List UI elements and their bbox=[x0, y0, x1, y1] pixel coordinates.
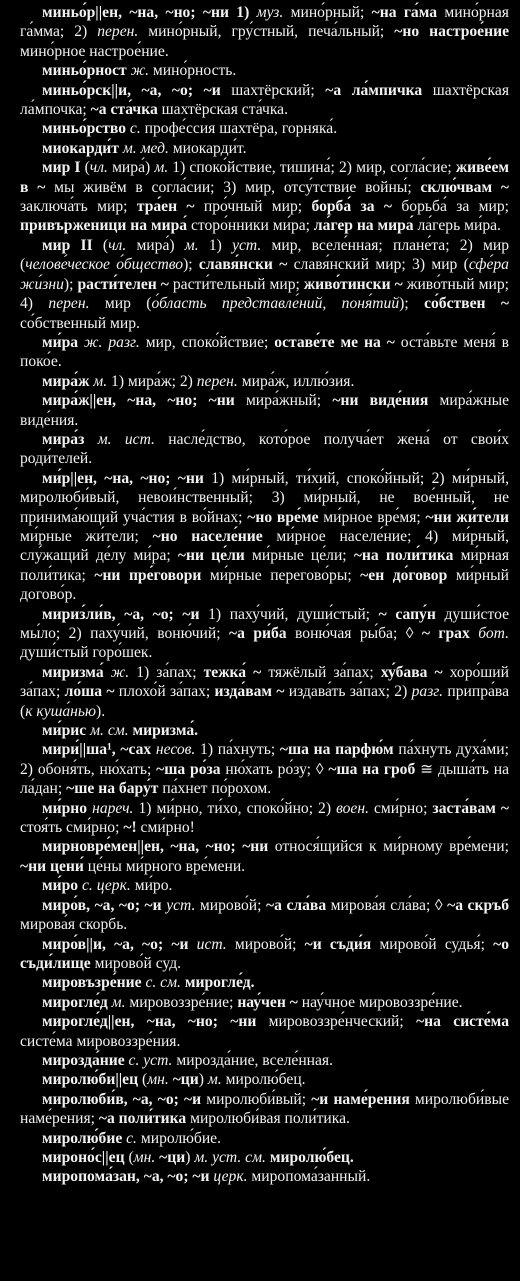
headword: мирновре́мен||ен, bbox=[42, 838, 171, 856]
translation-text: ); bbox=[63, 275, 78, 293]
bold-phrase: ~а ста́чка bbox=[90, 101, 162, 119]
translation-text: систе́ма мировоззре́ния. bbox=[20, 1032, 181, 1050]
dictionary-entry bbox=[20, 721, 509, 740]
dictionary-entry bbox=[20, 469, 509, 605]
bold-phrase: ~ни жи́тели bbox=[425, 508, 509, 526]
translation-text: сми́рно; bbox=[374, 799, 433, 817]
headword: миро́в||и, bbox=[42, 935, 115, 953]
translation-text: мино́рный, гру́стный, печа́льный; bbox=[148, 23, 395, 41]
grammar-label: ист. bbox=[196, 935, 235, 953]
dictionary-entry bbox=[20, 333, 509, 372]
translation-text: мира́ж, иллю́зия. bbox=[241, 372, 355, 390]
dictionary-entry bbox=[20, 139, 509, 158]
grammar-label: мн. bbox=[133, 1148, 160, 1166]
grammar-label: с. церк. bbox=[81, 877, 135, 895]
headword: мир II bbox=[42, 236, 103, 254]
translation-text: ми́рное вре́мя; bbox=[323, 508, 426, 526]
translation-text: мирово́й; bbox=[234, 935, 305, 953]
headword: миролюби́в, bbox=[42, 1090, 133, 1108]
dictionary-entry bbox=[20, 81, 509, 120]
headword: миризма́ bbox=[42, 663, 111, 681]
bold-phrase: ~а, ~о; ~и bbox=[132, 1090, 207, 1108]
headword: мира́ж bbox=[42, 372, 94, 390]
translation-text: ) bbox=[185, 1148, 195, 1166]
headword: миньо́рност bbox=[42, 62, 131, 80]
translation-text: миролю́бец. bbox=[225, 1071, 306, 1089]
bold-phrase: ~а, ~о; ~и bbox=[124, 605, 209, 623]
translation-text: 1) ми́рно, ти́хо, споко́йно; 2) bbox=[138, 799, 337, 817]
dictionary-entry bbox=[20, 799, 509, 838]
grammar-label: м. уст. см. bbox=[194, 1148, 270, 1166]
translation-text: стоя́ть сми́рно; bbox=[20, 819, 124, 837]
translation-text: мирово́й; bbox=[199, 896, 266, 914]
bold-phrase: нау́чен ~ bbox=[237, 993, 302, 1011]
headword: мировъзре́ние bbox=[42, 974, 146, 992]
grammar-label: ж. bbox=[130, 62, 153, 80]
bold-phrase: ~ци bbox=[172, 1071, 199, 1089]
translation-text: сторо́нники ми́ра; bbox=[190, 217, 314, 235]
translation-text: про́чный мир; bbox=[203, 198, 312, 216]
translation-text: ( bbox=[142, 1071, 148, 1089]
translation-text: 1) ми́рный, ти́хий, споко́йный; 2) ми́рный, миролюби́вый, невои́нственный; 3) ми́рный, не вое́нный, не принима́ющий уча́стия в во́йнах; bbox=[20, 469, 509, 526]
grammar-label: с. bbox=[129, 120, 145, 138]
dictionary-entry bbox=[20, 993, 509, 1012]
bold-phrase: ~а ла́мпичка bbox=[325, 81, 433, 99]
translation-text: 1) паху́чий, души́стый; bbox=[208, 605, 379, 623]
bold-phrase: ~на систе́ма bbox=[416, 1013, 509, 1031]
bold-phrase: живо́тински ~ bbox=[303, 275, 407, 293]
bold-phrase: ~а сла́ва bbox=[266, 896, 331, 914]
bold-phrase: ла́гер на мира́ bbox=[313, 217, 418, 235]
bold-phrase: ~но настрое́ние bbox=[394, 23, 509, 41]
translation-text: припра́ва ( bbox=[20, 683, 509, 720]
translation-text: ). bbox=[96, 702, 106, 720]
translation-text: воню́чая ры́ба; bbox=[295, 625, 406, 642]
bold-phrase: ~ни виде́ния bbox=[332, 392, 440, 410]
translation-text: миокарди́т. bbox=[172, 139, 247, 157]
grammar-label: сфе́ра жи́зни bbox=[20, 256, 509, 293]
bold-phrase: ~а поли́тика bbox=[98, 1110, 191, 1128]
grammar-label: ж. bbox=[110, 663, 137, 681]
dictionary-entry bbox=[20, 236, 509, 333]
bold-phrase: ~ша на парфю́м bbox=[279, 741, 399, 759]
translation-text: це́ны ми́рного вре́мени. bbox=[87, 857, 246, 875]
headword: мира́ж||ен, bbox=[42, 392, 128, 410]
translation-text: миролюби́вый; bbox=[206, 1090, 312, 1108]
headword: миро́в, bbox=[42, 896, 95, 914]
dictionary-entry bbox=[20, 740, 509, 798]
headword: ми́рис bbox=[42, 722, 91, 740]
translation-text: ню́хать ро́зу; bbox=[225, 760, 316, 778]
translation-text: ); bbox=[399, 295, 425, 313]
translation-text: издава́ть за́пах; 2) bbox=[288, 683, 412, 701]
translation-text: ); bbox=[183, 256, 199, 274]
bold-phrase: ~ен до́говор bbox=[360, 566, 456, 584]
translation-text: ( bbox=[102, 236, 109, 254]
grammar-label: с. см. bbox=[145, 974, 185, 992]
translation-text: тяжёлый за́пах; bbox=[268, 663, 381, 681]
grammar-label: м. см. bbox=[90, 722, 133, 740]
grammar-label: бот. bbox=[478, 625, 510, 642]
translation-text: души́стый горо́шек. bbox=[20, 644, 153, 662]
translation-text: мира́) bbox=[112, 159, 155, 177]
dictionary-entry bbox=[20, 1167, 509, 1186]
dictionary-entry bbox=[20, 935, 509, 974]
translation-text: ми́рные це́ли; bbox=[251, 547, 354, 565]
headword: мирогле́д bbox=[42, 993, 112, 1011]
translation-text: ми́рные жи́тели; bbox=[20, 527, 153, 545]
grammar-label: уст. bbox=[232, 236, 272, 254]
translation-text: мирова́я скорбь. bbox=[20, 916, 128, 934]
grammar-label: м. ист. bbox=[97, 430, 169, 448]
bold-phrase: привърженици на мира́ bbox=[20, 217, 191, 235]
bold-phrase: ◊ ~ша на гроб bbox=[315, 760, 421, 778]
translation-text: расти́тельный мир; bbox=[172, 275, 304, 293]
translation-text: 1) споко́йствие, тишина́; 2) мир, согла́сие; bbox=[172, 159, 456, 177]
dictionary-entry bbox=[20, 61, 509, 80]
grammar-label: нареч. bbox=[92, 799, 139, 817]
bold-phrase: живе́ем в ~ bbox=[20, 159, 510, 196]
headword: ми́р||ен, bbox=[42, 469, 105, 487]
translation-text: ≅ дыша́ть на ла́дан; bbox=[20, 760, 509, 798]
dictionary-entry bbox=[20, 1012, 509, 1051]
grammar-label: воен. bbox=[336, 799, 374, 817]
bold-phrase: ~на, ~но; ~ни 1) bbox=[129, 4, 257, 21]
translation-text: ми́рное населе́ние; 4) ми́рный, слу́жащий де́лу ми́ра; bbox=[20, 527, 509, 565]
translation-text: шахтёрский; bbox=[231, 81, 326, 99]
translation-text: па́хнет по́рохом. bbox=[162, 780, 272, 798]
translation-text: миролюби́вая поли́тика. bbox=[190, 1110, 350, 1128]
translation-text: мир, споко́йствие; bbox=[145, 333, 275, 351]
translation-text: ми́рные перегово́ры; bbox=[209, 566, 361, 584]
bold-phrase: ~и съди́я bbox=[304, 935, 380, 953]
dictionary-entry bbox=[20, 119, 509, 138]
dictionary-entry bbox=[20, 1148, 509, 1167]
grammar-label: несов. bbox=[155, 741, 201, 759]
translation-text: миролю́бие. bbox=[140, 1129, 221, 1147]
bold-phrase: ~а, ~о; ~и bbox=[141, 81, 232, 99]
translation-text: мира́жные виде́ния. bbox=[20, 392, 509, 429]
translation-text: мино́рность. bbox=[152, 62, 237, 80]
translation-text: мирозда́ние, вселе́нная. bbox=[176, 1051, 333, 1069]
translation-text: души́стое мы́ло; 2) паху́чий, воню́чий; bbox=[20, 605, 509, 642]
headword: мироно́с||ец bbox=[42, 1148, 129, 1166]
translation-text: ла́герь ми́ра. bbox=[417, 217, 501, 235]
bold-phrase: ~на, ~но; ~ни bbox=[104, 469, 212, 487]
translation-text: заключа́ть мир; bbox=[20, 198, 137, 216]
grammar-label: ж. разг. bbox=[84, 333, 146, 351]
dictionary-entry bbox=[20, 896, 509, 935]
grammar-label: м. bbox=[154, 159, 173, 177]
bold-phrase: ~на, ~но; ~ни bbox=[170, 838, 275, 856]
dictionary-entry bbox=[20, 605, 509, 663]
grammar-label: чл. bbox=[108, 236, 137, 254]
translation-text: мира́) bbox=[136, 236, 185, 254]
translation-text: сми́рно! bbox=[140, 819, 195, 837]
bold-phrase: ~ше на бару́т bbox=[66, 780, 163, 798]
grammar-label: м. bbox=[184, 236, 209, 254]
bold-phrase: со́бствен ~ bbox=[424, 295, 509, 313]
translation-text: мирово́й судья́; bbox=[379, 935, 494, 953]
bold-phrase: тра́ен ~ bbox=[136, 198, 204, 216]
grammar-label: церк. bbox=[213, 1168, 252, 1186]
headword: ми́рно bbox=[42, 799, 93, 817]
dictionary-entry bbox=[20, 3, 509, 61]
translation-text: миролюби́вые наме́рения; bbox=[20, 1090, 509, 1128]
dictionary-entry bbox=[20, 1090, 509, 1129]
headword: миньо́рск||и, bbox=[42, 81, 142, 99]
headword: ми́ра bbox=[42, 333, 85, 351]
grammar-label: м. мед. bbox=[122, 139, 173, 157]
translation-text: борьба́ за мир; bbox=[401, 198, 509, 216]
translation-text: мино́рная га́мма; 2) bbox=[20, 4, 509, 41]
translation-text: ми́ро. bbox=[134, 877, 173, 895]
dictionary-entry bbox=[20, 1051, 509, 1070]
translation-text: па́хнуть духа́ми; 2) обоня́ть, ню́хать; bbox=[20, 741, 509, 778]
bold-phrase: ~а, ~о; ~и bbox=[94, 896, 167, 914]
bold-phrase: ~ни пре́говори bbox=[94, 566, 210, 584]
grammar-label: перен. bbox=[196, 372, 242, 390]
translation-text: ми́рный догово́р. bbox=[20, 566, 509, 604]
bold-phrase: миризма́. bbox=[132, 722, 199, 740]
bold-phrase: миролю́бец. bbox=[269, 1148, 354, 1166]
bold-phrase: славя́нски ~ bbox=[198, 256, 294, 274]
bold-phrase: расти́телен ~ bbox=[77, 275, 173, 293]
grammar-label: перен. bbox=[97, 23, 149, 41]
grammar-label: перен. bbox=[48, 295, 105, 313]
bold-phrase: ~на га́ма bbox=[371, 4, 445, 21]
grammar-label: челове́ческое о́бщество bbox=[25, 256, 184, 274]
bold-phrase: ~на, ~но; ~ни bbox=[146, 1013, 269, 1031]
translation-text: 1) bbox=[208, 236, 233, 254]
bold-phrase: оставе́те ме на ~ bbox=[274, 333, 401, 351]
grammar-label: уст. bbox=[166, 896, 200, 914]
bold-phrase: ~на, ~но; ~ни bbox=[127, 392, 246, 410]
bold-phrase: ◊ ~ грах bbox=[405, 625, 479, 642]
translation-text: ( bbox=[128, 1148, 134, 1166]
translation-text: славя́нский мир; 3) мир ( bbox=[293, 256, 469, 274]
bold-phrase: мирогле́д. bbox=[184, 974, 255, 992]
bold-phrase: ~но населе́ние bbox=[152, 527, 277, 545]
bold-phrase: ◊ ~а скръб bbox=[434, 896, 510, 914]
translation-text: мино́рное настрое́ние. bbox=[20, 42, 169, 60]
dictionary-entry bbox=[20, 372, 509, 391]
bold-phrase: заста́вам ~ bbox=[432, 799, 510, 817]
translation-text: ми́рная поли́тика; bbox=[20, 547, 510, 584]
bold-phrase: ~ша ро́за bbox=[156, 760, 226, 778]
headword: мириз́ли́в, bbox=[42, 605, 125, 623]
dictionary-entry bbox=[20, 1070, 509, 1089]
translation-text: шахтёрская ла́мпочка; bbox=[20, 81, 509, 119]
translation-text: оста́вьте меня́ в поко́е. bbox=[20, 333, 509, 371]
translation-text: относя́щийся к ми́рному вре́мени; bbox=[274, 838, 509, 856]
translation-text: 1) за́пах; bbox=[136, 663, 204, 681]
headword: мир I bbox=[42, 159, 85, 177]
headword: мира́з bbox=[42, 430, 98, 448]
dictionary-entry bbox=[20, 430, 509, 469]
grammar-label: к куша́нью bbox=[25, 702, 97, 720]
dictionary-entry bbox=[20, 158, 509, 236]
bold-phrase: ~сах bbox=[120, 741, 156, 759]
translation-text: шахтёрская ста́чка. bbox=[161, 101, 289, 119]
bold-phrase: ~но вре́ме bbox=[247, 508, 324, 526]
bold-phrase: ~ни це́ли bbox=[177, 547, 252, 565]
bold-phrase: ~ сапу́н bbox=[378, 605, 445, 623]
headword: миокарди́т bbox=[42, 139, 123, 157]
translation-text: мирова́я сла́ва; bbox=[330, 896, 435, 914]
grammar-label: чл. bbox=[89, 159, 113, 177]
bold-phrase: тежка́ ~ bbox=[203, 663, 269, 681]
translation-text: мир, вселе́нная; плане́та; 2) мир ( bbox=[20, 236, 510, 274]
translation-text: мирово́й суд. bbox=[94, 954, 182, 972]
bold-phrase: ~ци bbox=[159, 1148, 186, 1166]
grammar-label: м. bbox=[207, 1071, 226, 1089]
grammar-label: мн. bbox=[147, 1071, 173, 1089]
grammar-label: с. уст. bbox=[128, 1051, 177, 1069]
translation-text: мир ( bbox=[104, 295, 152, 313]
headword: миропома́зан, bbox=[42, 1168, 144, 1186]
translation-text: мино́рный; bbox=[290, 4, 372, 21]
translation-text: 1) па́хнуть; bbox=[200, 741, 280, 759]
grammar-label: разг. bbox=[411, 683, 448, 701]
dictionary-entry bbox=[20, 1129, 509, 1148]
headword: мири́||ша¹, bbox=[42, 741, 121, 759]
translation-text: хоро́ший за́пах; bbox=[20, 663, 509, 701]
headword: миролю́бие bbox=[42, 1129, 127, 1147]
translation-text: миропома́занный. bbox=[251, 1168, 371, 1186]
bold-phrase: ~! bbox=[123, 819, 141, 837]
grammar-label: с. bbox=[126, 1129, 141, 1147]
translation-text: 1) мира́ж; 2) bbox=[111, 372, 197, 390]
dictionary-entry bbox=[20, 837, 509, 876]
grammar-label: муз. bbox=[256, 4, 291, 21]
bold-phrase: изда́вам ~ bbox=[214, 683, 289, 701]
headword: мирогле́д||ен, bbox=[42, 1013, 147, 1031]
translation-text: со́бственный мир. bbox=[20, 314, 140, 332]
translation-text: мировоззре́ние; bbox=[129, 993, 238, 1011]
headword: мирозда́ние bbox=[42, 1051, 129, 1069]
bold-phrase: ~о съди́лище bbox=[20, 935, 510, 972]
dictionary-entry bbox=[20, 876, 509, 895]
bold-phrase: ~ни цени́ bbox=[20, 857, 88, 875]
grammar-label: м. bbox=[111, 993, 130, 1011]
translation-text: мира́жный; bbox=[245, 392, 333, 410]
bold-phrase: ~а, ~о; ~и bbox=[143, 1168, 214, 1186]
grammar-label: м. bbox=[93, 372, 112, 390]
dictionary-entry bbox=[20, 391, 509, 430]
translation-text: профе́ссия шахтёра, горняка́. bbox=[144, 120, 338, 138]
bold-phrase: ~а ри́ба bbox=[229, 625, 296, 642]
translation-text: ( bbox=[84, 159, 90, 177]
bold-phrase: ~на поли́тика bbox=[353, 547, 461, 565]
translation-text: ) bbox=[198, 1071, 208, 1089]
headword: миньо́рство bbox=[42, 120, 130, 138]
dictionary-entry bbox=[20, 973, 509, 992]
translation-text: нау́чное мировоззре́ние. bbox=[301, 993, 463, 1011]
translation-text: живо́тный мир; 4) bbox=[20, 275, 509, 313]
translation-text: мировоззре́нческий; bbox=[268, 1013, 417, 1031]
grammar-label: о́бласть представле́ний, поня́тий bbox=[151, 295, 400, 313]
headword: миньо́р||ен, bbox=[42, 4, 130, 21]
bold-phrase: ~а, ~о; ~и bbox=[114, 935, 197, 953]
bold-phrase: ло́ша ~ bbox=[64, 683, 119, 701]
bold-phrase: склю́чвам ~ bbox=[420, 178, 509, 196]
translation-text: мы живём в согла́сии; 3) мир, отсу́тствие войны́; bbox=[54, 178, 421, 196]
bold-phrase: ху́бава ~ bbox=[380, 663, 450, 681]
bold-phrase: ~и наме́рения bbox=[311, 1090, 415, 1108]
headword: миролю́би||ец bbox=[42, 1071, 142, 1089]
headword: ми́ро bbox=[42, 877, 82, 895]
bold-phrase: борба́ за ~ bbox=[311, 198, 402, 216]
translation-text: насле́дство, кото́рое получа́ет жена́ от свои́х роди́телей. bbox=[20, 430, 510, 468]
translation-text: плохо́й за́пах; bbox=[118, 683, 215, 701]
dictionary-entry bbox=[20, 663, 509, 721]
